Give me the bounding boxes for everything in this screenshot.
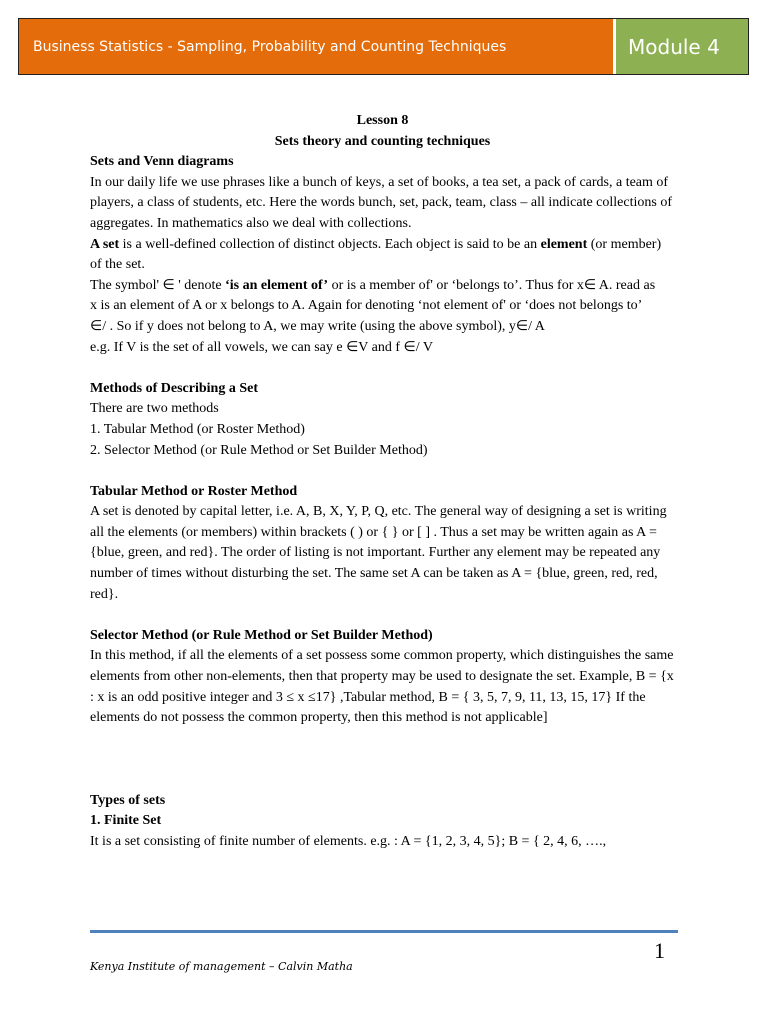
venn-paragraph-1: In our daily life we use phrases like a bunch of keys, a set of books, a tea set, a pack of cards, a team of players, a class of students, etc. Here the words bunch, set, pack, team, class – all indicate collections of aggregates. In mathematics also we deal with collections. <box>90 174 672 231</box>
set-definition-end: (or member) of the set. <box>90 236 662 273</box>
module-label: Module 4 <box>613 19 748 74</box>
venn-paragraph-6: e.g. If V is the set of all vowels, we can say e ∈V and f ∈/ V <box>90 339 433 355</box>
page-number: 1 <box>654 938 665 963</box>
venn-paragraph-5: ∈/ . So if y does not belong to A, we may write (using the above symbol), y∈/ A <box>90 318 545 334</box>
methods-heading: Methods of Describing a Set <box>90 380 258 396</box>
symbol-text-end: or is a member of' or ‘belongs to’. Thus for x∈ A. read as <box>328 277 656 293</box>
venn-paragraph-2 <box>90 235 675 276</box>
venn-heading: Sets and Venn diagrams <box>90 154 234 170</box>
methods-intro: There are two methods <box>90 401 219 417</box>
symbol-text: The symbol' ∈ ' denote <box>90 277 226 293</box>
venn-paragraph-3 <box>90 276 675 297</box>
types-heading: Types of sets <box>90 792 166 808</box>
element-of-term: ‘is an element of’ <box>225 277 329 293</box>
selector-body: In this method, if all the elements of a set possess some common property, which distinguishes the same elements from other non-elements, then that property may be used to designate the set. Example, B = {x : x is an odd positive integer and 3 ≤ x ≤17} ,Tabular method, B = { 3, 5, 7, 9, 11, 13, 15, 17} If the elements do not possess the common property, then this method is not applicable] <box>90 648 674 726</box>
selector-heading: Selector Method (or Rule Method or Set Builder Method) <box>90 627 433 643</box>
tabular-body: A set is denoted by capital letter, i.e. A, B, X, Y, P, Q, etc. The general way of designing a set is writing all the elements (or members) within brackets ( ) or { } or [ ] . Thus a set may be written again as A = {blue, green, and red}. The order of listing is not important. Further any element may be repeated any number of times without disturbing the set. The same set A can be taken as A = {blue, green, red, red, red}. <box>90 504 667 602</box>
set-term: A set <box>90 236 120 252</box>
tabular-heading: Tabular Method or Roster Method <box>90 483 298 499</box>
methods-item-2: 2. Selector Method (or Rule Method or Set Builder Method) <box>90 442 428 458</box>
set-definition: is a well-defined collection of distinct objects. Each object is said to be an <box>119 236 541 252</box>
footer-credit: Kenya Institute of management – Calvin Matha <box>90 960 353 973</box>
lesson-title: Sets theory and counting techniques <box>274 133 491 149</box>
header-title: Business Statistics - Sampling, Probability and Counting Techniques <box>19 19 613 74</box>
footer-divider <box>90 930 678 933</box>
page-header <box>18 18 749 75</box>
finite-set-heading: 1. Finite Set <box>90 813 162 829</box>
lesson-number: Lesson 8 <box>356 113 409 128</box>
element-term: element <box>540 236 588 252</box>
finite-set-body: It is a set consisting of finite number of elements. e.g. : A = {1, 2, 3, 4, 5}; B = { 2, 4, 6, …., <box>90 834 607 849</box>
methods-item-1: 1. Tabular Method (or Roster Method) <box>90 421 305 437</box>
venn-paragraph-4: x is an element of A or x belongs to A. Again for denoting ‘not element of' or ‘does not belongs to’ <box>90 298 643 314</box>
document-body <box>90 111 675 853</box>
